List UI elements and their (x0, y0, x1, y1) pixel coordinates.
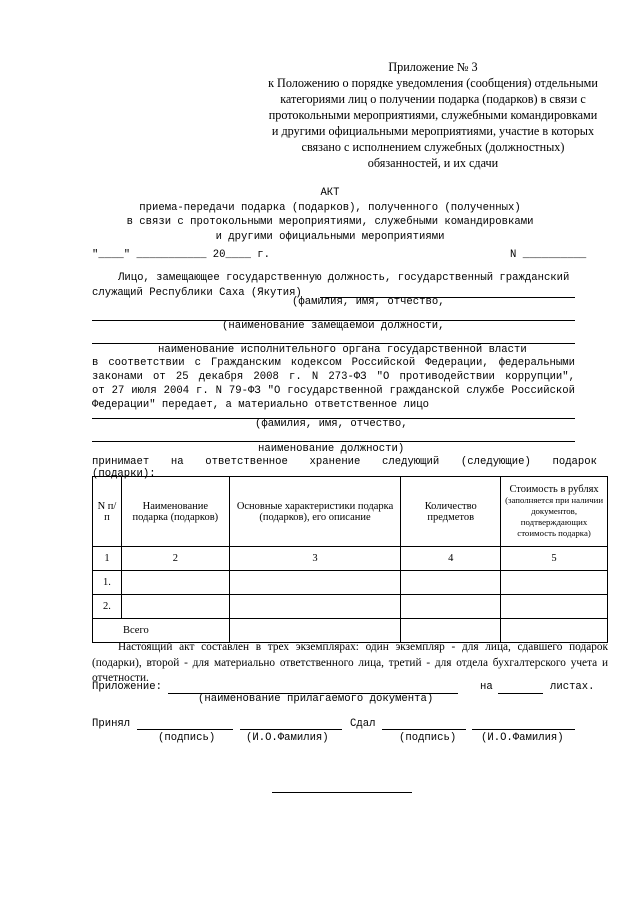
law-line-last: Федерации" передает, а материально ответственное лицо (92, 399, 429, 411)
appendix-line: обязанностей, и их сдачи (367, 156, 499, 170)
handed-label: Сдал (350, 718, 376, 730)
accepted-sign-line[interactable] (137, 729, 233, 730)
law-line: в соответствии с Гражданским кодексом Российской Федерации, федеральными (92, 357, 575, 369)
act-date: "____" ___________ 20____ г. (92, 249, 271, 261)
accepted-label: Принял (92, 718, 131, 730)
appendix-number: Приложение № 3 (388, 60, 478, 74)
col-header-name: Наименование подарка (подарков) (121, 477, 229, 547)
sheets-count-line[interactable] (498, 693, 543, 694)
table-header-row (93, 477, 608, 547)
attachment-label: Приложение: (92, 681, 162, 693)
receiver-caption-name: (фамилия, имя, отчество, (255, 418, 408, 430)
table-total-row (93, 619, 608, 643)
row-number: 1. (93, 571, 122, 595)
handed-name-line[interactable] (472, 729, 575, 730)
act-heading: АКТ (320, 187, 340, 199)
handed-sign-caption: (подпись) (399, 732, 457, 744)
law-line: от 27 июля 2004 г. N 79-ФЗ "О государственной гражданской службе Российской (92, 385, 575, 397)
appendix-header (258, 59, 608, 171)
act-title-line: в связи с протокольными мероприятиями, служебными командировками (126, 216, 534, 228)
end-separator (272, 792, 412, 793)
gift-description-cell[interactable] (229, 595, 401, 619)
col-header-quantity: Количество предметов (401, 477, 501, 547)
accepted-name-line[interactable] (240, 729, 342, 730)
receiver-caption-position: наименование должности) (258, 443, 405, 455)
total-description-cell (229, 619, 401, 643)
cost-header-note: (заполняется при наличии документов, подтверждающих стоимость подарка) (505, 495, 604, 538)
person-line-1: Лицо, замещающее государственную должность, государственный гражданский (118, 272, 570, 284)
appendix-line: к Положению о порядке уведомления (сообщения) отдельными (268, 76, 598, 90)
law-line: законами от 25 декабря 2008 г. N 273-ФЗ "О противодействии коррупции", (92, 371, 575, 383)
act-title-line: и другими официальными мероприятиями (215, 230, 445, 243)
col-header-number: N п/п (93, 477, 122, 547)
table-row (93, 595, 608, 619)
appendix-line: протокольными мероприятиями, служебными командировками (268, 108, 598, 122)
appendix-line: и другими официальными мероприятиями, участие в которых (271, 124, 595, 138)
accepts-last: (подарки): (92, 468, 156, 480)
gift-cost-cell[interactable] (501, 595, 608, 619)
table-number-row (93, 547, 608, 571)
column-number: 2 (121, 547, 229, 571)
footer-note: Настоящий акт составлен в трех экземплярах: один экземпляр - для лица, сдавшего подарок (подарки), второй - для материально ответственного лица, третий - для отдела бухгалтерского учета и отчетности. (92, 641, 608, 684)
column-number: 5 (501, 547, 608, 571)
person-line-2: служащий Республики Саха (Якутия) (92, 287, 302, 299)
col-header-cost (501, 477, 608, 547)
act-number: N __________ (510, 249, 587, 261)
column-number: 1 (93, 547, 122, 571)
gifts-table (92, 476, 608, 643)
table-row (93, 571, 608, 595)
gift-quantity-cell[interactable] (401, 571, 501, 595)
total-cost-cell[interactable] (501, 619, 608, 643)
gift-name-cell[interactable] (121, 571, 229, 595)
caption-name: (фамилия, имя, отчество, (292, 296, 445, 308)
cost-header-label: Стоимость в рублях (509, 484, 599, 495)
attachment-caption: (наименование прилагаемого документа) (198, 693, 434, 705)
handed-name-caption: (И.О.Фамилия) (481, 732, 564, 744)
caption-position: (наименование замещаемой должности, (222, 320, 445, 332)
gift-cost-cell[interactable] (501, 571, 608, 595)
caption-organ: наименование исполнительного органа государственной власти (158, 344, 527, 356)
gift-description-cell[interactable] (229, 571, 401, 595)
col-header-description: Основные характеристики подарка (подарков), его описание (229, 477, 401, 547)
column-number: 4 (401, 547, 501, 571)
attachment-sheets: листах. (550, 681, 595, 693)
accepts-line: принимает на ответственное хранение следующий (следующие) подарок (92, 456, 597, 468)
row-number: 2. (93, 595, 122, 619)
total-quantity-cell[interactable] (401, 619, 501, 643)
attachment-on: на (480, 681, 493, 693)
act-title (80, 186, 580, 244)
appendix-line: связано с исполнением служебных (должностных) (301, 140, 565, 154)
gift-name-cell[interactable] (121, 595, 229, 619)
accepted-sign-caption: (подпись) (158, 732, 216, 744)
appendix-line: категориями лиц о получении подарка (подарков) в связи с (280, 92, 586, 106)
handed-sign-line[interactable] (382, 729, 466, 730)
gift-quantity-cell[interactable] (401, 595, 501, 619)
accepted-name-caption: (И.О.Фамилия) (246, 732, 329, 744)
act-title-line: приема-передачи подарка (подарков), полученного (полученных) (139, 201, 521, 214)
column-number: 3 (229, 547, 401, 571)
total-label: Всего (93, 619, 230, 643)
